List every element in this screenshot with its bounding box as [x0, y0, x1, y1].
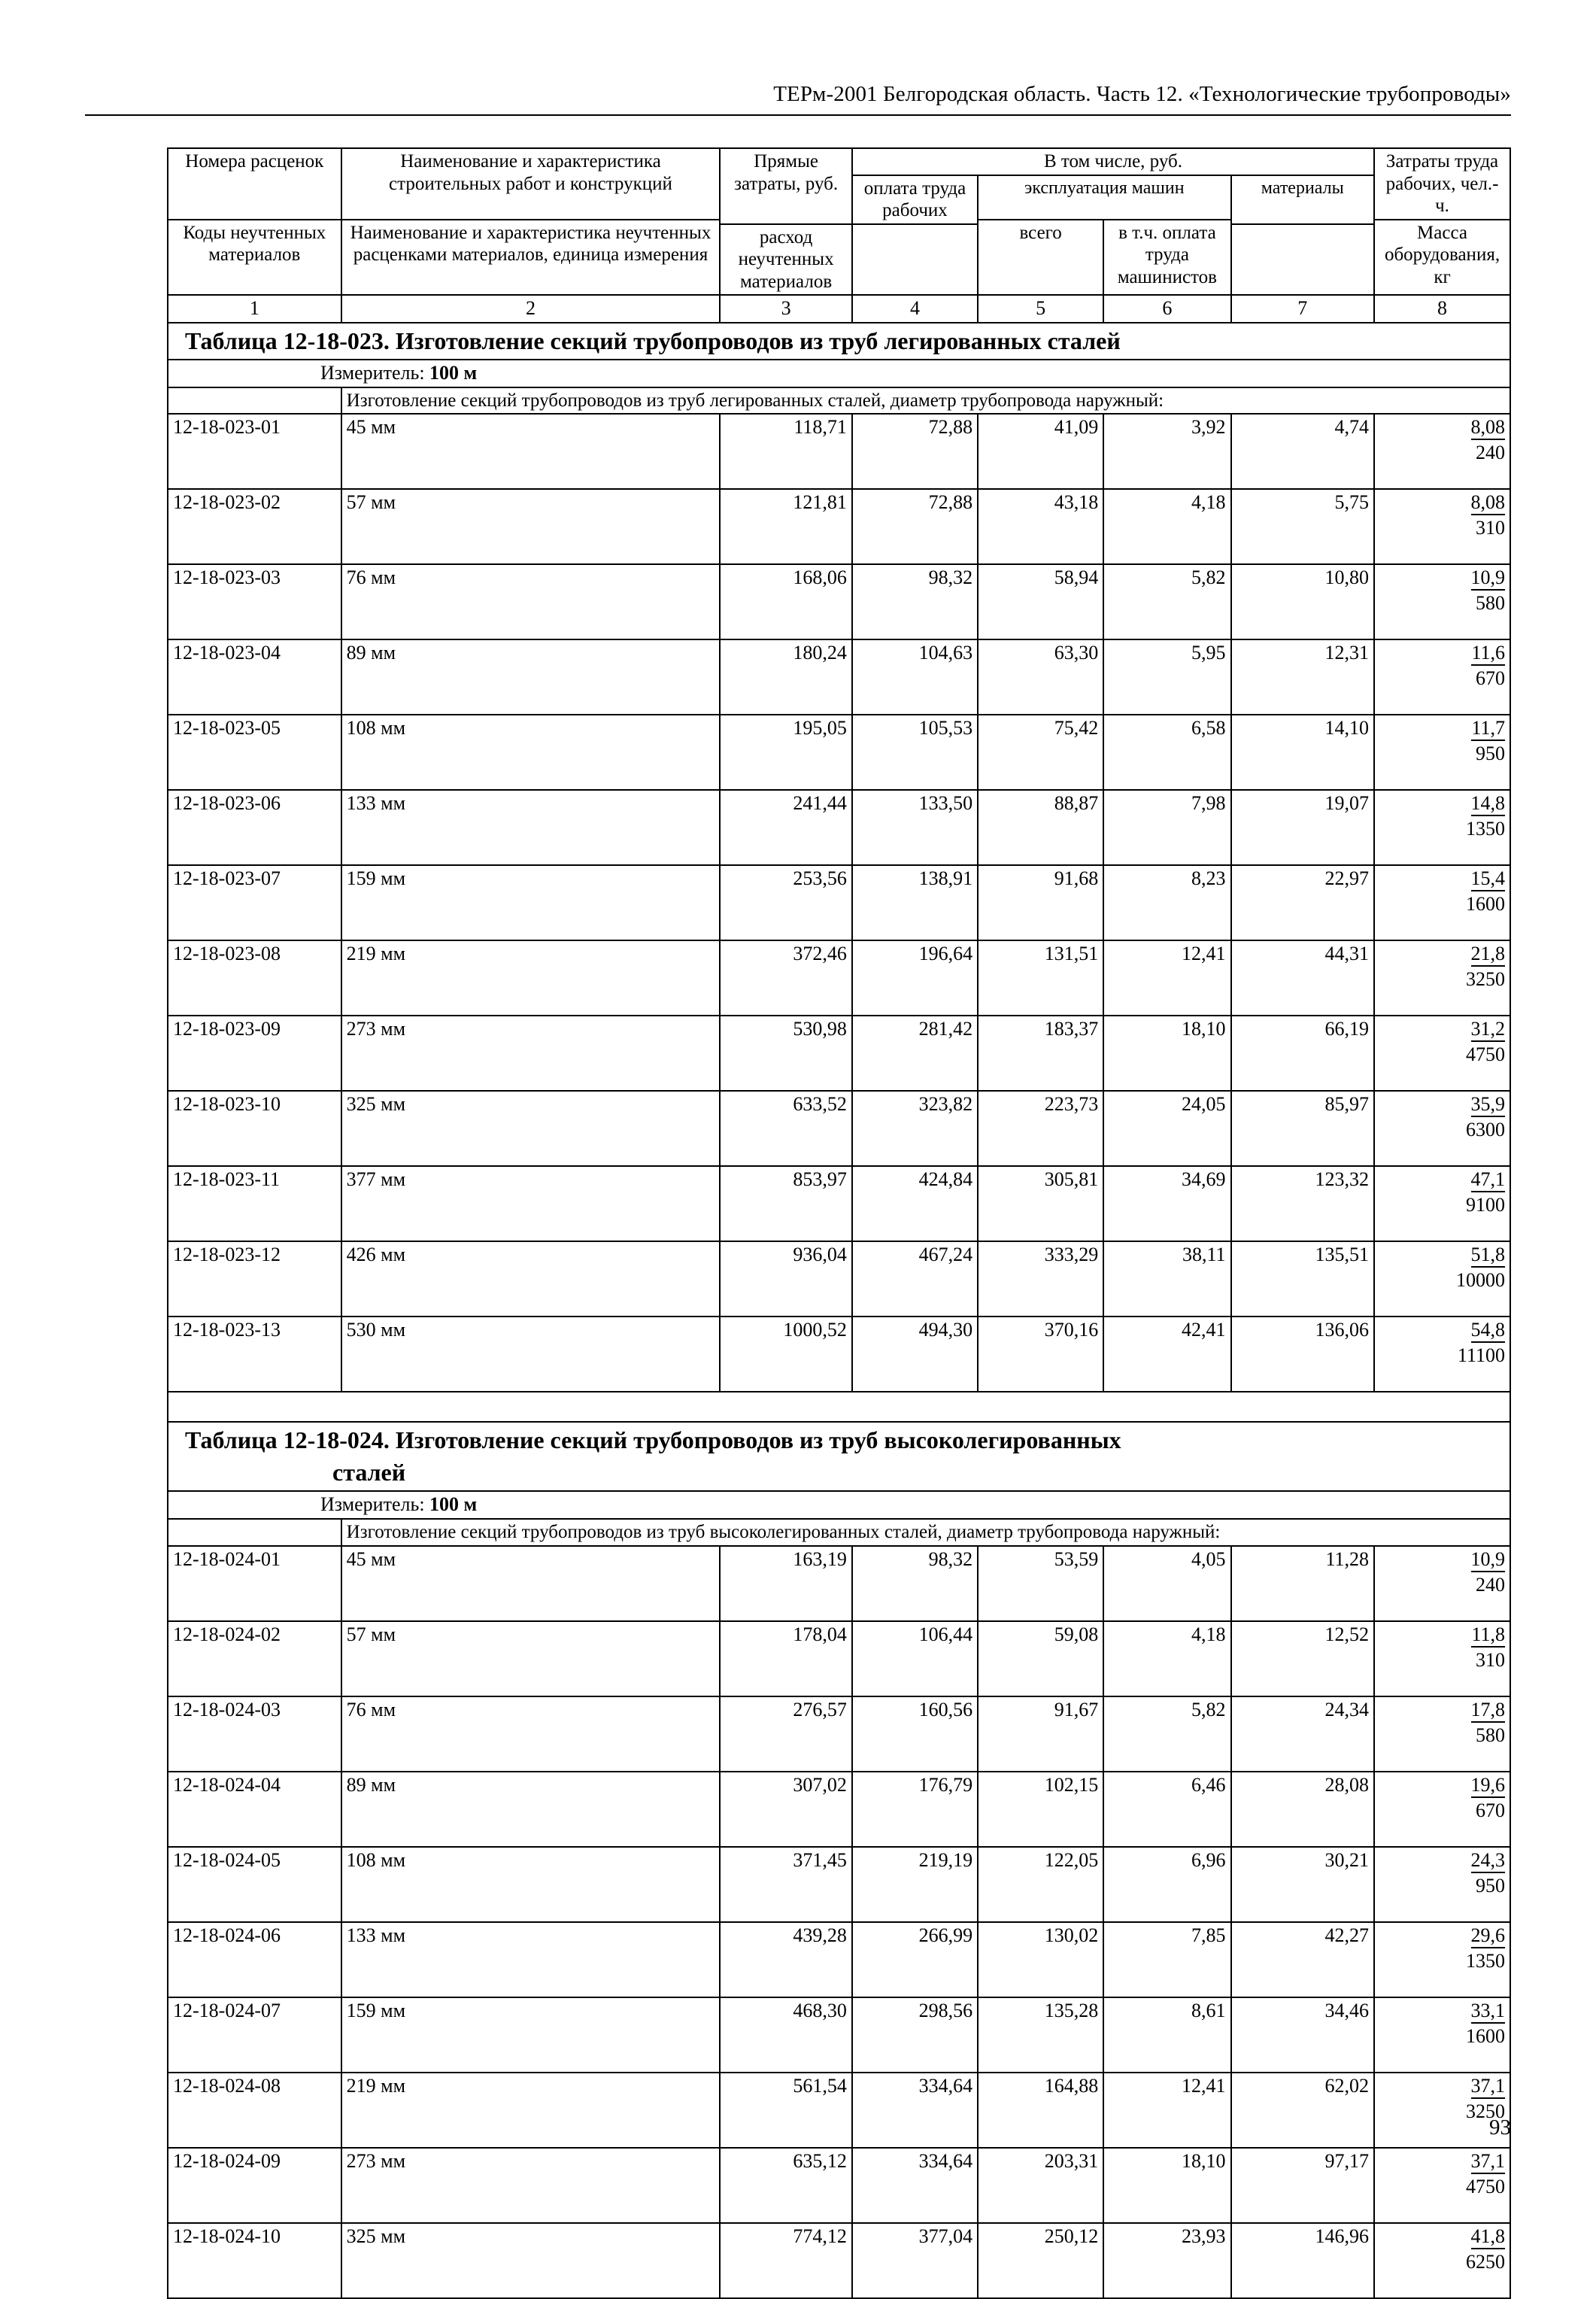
row-materials: 146,96 — [1231, 2223, 1375, 2298]
row-equipment-mass: 1350 — [1466, 1949, 1505, 1972]
row-materials: 135,51 — [1231, 1241, 1375, 1317]
row-code: 12-18-023-05 — [168, 715, 341, 790]
row-materials: 34,46 — [1231, 1997, 1375, 2073]
row-code: 12-18-023-01 — [168, 414, 341, 489]
section-header: Изготовление секций трубопроводов из труб легированных сталей, диаметр трубопровода наружный: — [341, 387, 1510, 415]
row-machines-total: 122,05 — [978, 1847, 1103, 1922]
row-labor-pay: 334,64 — [852, 2148, 978, 2223]
row-materials: 22,97 — [1231, 865, 1375, 940]
row-machinist-pay: 5,95 — [1103, 639, 1230, 715]
row-description: 89 мм — [341, 639, 721, 715]
row-equipment-mass: 950 — [1476, 743, 1505, 765]
table-row — [168, 564, 1510, 639]
table-title-row — [168, 323, 1510, 360]
row-materials: 14,10 — [1231, 715, 1375, 790]
row-labor-hours-mass — [1374, 1922, 1510, 1997]
col-number-4: 4 — [852, 295, 978, 323]
section-header-row — [168, 387, 1510, 415]
header-row-1 — [168, 148, 1510, 175]
section-header-row — [168, 1519, 1510, 1546]
row-machines-total: 43,18 — [978, 489, 1103, 564]
row-code: 12-18-024-04 — [168, 1772, 341, 1847]
table-row — [168, 414, 1510, 489]
row-code: 12-18-024-02 — [168, 1621, 341, 1696]
header-col2-top: Наименование и характеристика строительных работ и конструкций — [341, 148, 721, 220]
row-machinist-pay: 42,41 — [1103, 1317, 1230, 1392]
table-row — [168, 1847, 1510, 1922]
row-equipment-mass: 9100 — [1466, 1194, 1505, 1216]
row-machines-total: 53,59 — [978, 1546, 1103, 1621]
row-equipment-mass: 240 — [1476, 1573, 1505, 1596]
row-machinist-pay: 34,69 — [1103, 1166, 1230, 1241]
row-code: 12-18-023-09 — [168, 1016, 341, 1091]
row-equipment-mass: 6250 — [1466, 2250, 1505, 2273]
row-description: 219 мм — [341, 940, 721, 1016]
row-equipment-mass: 4750 — [1466, 2175, 1505, 2197]
row-description: 57 мм — [341, 1621, 721, 1696]
row-labor-hours-mass — [1374, 1166, 1510, 1241]
row-equipment-mass: 580 — [1476, 1723, 1505, 1746]
row-machines-total: 130,02 — [978, 1922, 1103, 1997]
row-labor-hours: 11,7 — [1471, 718, 1505, 741]
running-header: ТЕРм-2001 Белгородская область. Часть 12. «Технологические трубопроводы» — [773, 82, 1511, 106]
header-col1-top: Номера расценок — [168, 148, 341, 220]
row-machinist-pay: 5,82 — [1103, 564, 1230, 639]
col-number-2: 2 — [341, 295, 721, 323]
row-description: 76 мм — [341, 1696, 721, 1772]
row-labor-hours: 10,9 — [1471, 1549, 1506, 1572]
section-header: Изготовление секций трубопроводов из труб высоколегированных сталей, диаметр трубопровода наружный: — [341, 1519, 1510, 1546]
row-labor-hours-mass — [1374, 639, 1510, 715]
row-labor-hours: 8,08 — [1471, 417, 1506, 440]
row-labor-hours-mass — [1374, 1241, 1510, 1317]
row-materials: 12,31 — [1231, 639, 1375, 715]
row-machines-total: 183,37 — [978, 1016, 1103, 1091]
row-equipment-mass: 310 — [1476, 517, 1505, 539]
row-code: 12-18-023-02 — [168, 489, 341, 564]
row-direct-costs: 180,24 — [720, 639, 852, 715]
row-materials: 5,75 — [1231, 489, 1375, 564]
measure-line: Измеритель: 100 м — [320, 1493, 478, 1516]
row-labor-pay: 160,56 — [852, 1696, 978, 1772]
row-description: 273 мм — [341, 1016, 721, 1091]
table-row — [168, 1546, 1510, 1621]
row-labor-hours: 41,8 — [1471, 2226, 1506, 2249]
row-equipment-mass: 240 — [1476, 442, 1505, 464]
row-machines-total: 250,12 — [978, 2223, 1103, 2298]
row-labor-hours: 47,1 — [1471, 1169, 1506, 1192]
row-labor-pay: 104,63 — [852, 639, 978, 715]
row-direct-costs: 168,06 — [720, 564, 852, 639]
table-row — [168, 940, 1510, 1016]
table-row — [168, 1922, 1510, 1997]
row-labor-hours: 10,9 — [1471, 567, 1506, 591]
row-labor-hours-mass — [1374, 790, 1510, 865]
table-row — [168, 865, 1510, 940]
row-materials: 44,31 — [1231, 940, 1375, 1016]
measure-value: 100 м — [429, 361, 478, 384]
row-labor-pay: 72,88 — [852, 414, 978, 489]
section-header-spacer — [168, 387, 341, 415]
row-code: 12-18-023-12 — [168, 1241, 341, 1317]
row-labor-pay: 72,88 — [852, 489, 978, 564]
row-labor-hours-mass — [1374, 1997, 1510, 2073]
row-labor-pay: 494,30 — [852, 1317, 978, 1392]
row-machines-total: 75,42 — [978, 715, 1103, 790]
row-machinist-pay: 6,58 — [1103, 715, 1230, 790]
row-materials: 24,34 — [1231, 1696, 1375, 1772]
row-equipment-mass: 3250 — [1466, 968, 1505, 991]
row-code: 12-18-024-05 — [168, 1847, 341, 1922]
row-labor-pay: 323,82 — [852, 1091, 978, 1166]
table-row — [168, 1696, 1510, 1772]
row-materials: 85,97 — [1231, 1091, 1375, 1166]
row-direct-costs: 121,81 — [720, 489, 852, 564]
row-materials: 11,28 — [1231, 1546, 1375, 1621]
row-machinist-pay: 12,41 — [1103, 2073, 1230, 2148]
row-direct-costs: 936,04 — [720, 1241, 852, 1317]
row-direct-costs: 371,45 — [720, 1847, 852, 1922]
row-code: 12-18-023-10 — [168, 1091, 341, 1166]
row-machinist-pay: 8,23 — [1103, 865, 1230, 940]
row-equipment-mass: 3250 — [1466, 2100, 1505, 2122]
row-labor-hours-mass — [1374, 1091, 1510, 1166]
row-machinist-pay: 7,85 — [1103, 1922, 1230, 1997]
row-machinist-pay: 18,10 — [1103, 2148, 1230, 2223]
row-direct-costs: 178,04 — [720, 1621, 852, 1696]
row-labor-pay: 219,19 — [852, 1847, 978, 1922]
row-code: 12-18-024-03 — [168, 1696, 341, 1772]
row-labor-hours: 54,8 — [1471, 1320, 1506, 1343]
row-description: 133 мм — [341, 1922, 721, 1997]
row-labor-hours: 17,8 — [1471, 1699, 1506, 1723]
row-labor-hours: 37,1 — [1471, 2151, 1506, 2174]
row-labor-hours-mass — [1374, 2223, 1510, 2298]
table-measure-row — [168, 360, 1510, 387]
row-labor-pay: 467,24 — [852, 1241, 978, 1317]
row-equipment-mass: 10000 — [1456, 1269, 1505, 1292]
row-labor-hours: 35,9 — [1471, 1094, 1506, 1117]
row-materials: 4,74 — [1231, 414, 1375, 489]
row-materials: 66,19 — [1231, 1016, 1375, 1091]
row-direct-costs: 635,12 — [720, 2148, 852, 2223]
row-labor-hours-mass — [1374, 1317, 1510, 1392]
table-row — [168, 1997, 1510, 2073]
page-number: 93 — [1489, 2115, 1511, 2140]
table-row — [168, 639, 1510, 715]
row-labor-pay: 424,84 — [852, 1166, 978, 1241]
table-title-continuation: сталей — [332, 1459, 406, 1487]
table-row — [168, 1241, 1510, 1317]
row-description: 273 мм — [341, 2148, 721, 2223]
header-col2-bottom: Наименование и характеристика неучтенных расценками материалов, единица измерения — [341, 220, 721, 296]
row-machinist-pay: 4,18 — [1103, 489, 1230, 564]
row-labor-hours: 33,1 — [1471, 2000, 1506, 2024]
row-labor-hours-mass — [1374, 1696, 1510, 1772]
row-machines-total: 131,51 — [978, 940, 1103, 1016]
row-labor-hours-mass — [1374, 564, 1510, 639]
row-materials: 30,21 — [1231, 1847, 1375, 1922]
row-machinist-pay: 23,93 — [1103, 2223, 1230, 2298]
col-number-5: 5 — [978, 295, 1103, 323]
row-machinist-pay: 6,96 — [1103, 1847, 1230, 1922]
row-equipment-mass: 4750 — [1466, 1043, 1505, 1066]
row-code: 12-18-024-06 — [168, 1922, 341, 1997]
price-table — [167, 147, 1511, 2299]
row-materials: 10,80 — [1231, 564, 1375, 639]
row-machinist-pay: 4,05 — [1103, 1546, 1230, 1621]
row-materials: 97,17 — [1231, 2148, 1375, 2223]
header-col3: Прямые затраты, руб. — [720, 148, 852, 224]
header-group-machines: эксплуатация машин — [978, 175, 1230, 220]
row-machines-total: 102,15 — [978, 1772, 1103, 1847]
row-labor-hours-mass — [1374, 715, 1510, 790]
row-machines-total: 164,88 — [978, 2073, 1103, 2148]
row-description: 57 мм — [341, 489, 721, 564]
row-labor-hours: 8,08 — [1471, 492, 1506, 515]
row-equipment-mass: 670 — [1476, 667, 1505, 690]
row-labor-hours: 14,8 — [1471, 793, 1506, 816]
measure-line: Измеритель: 100 м — [320, 361, 478, 384]
row-labor-pay: 105,53 — [852, 715, 978, 790]
row-labor-hours-mass — [1374, 1016, 1510, 1091]
header-group-vtch: В том числе, руб. — [852, 148, 1374, 175]
row-labor-hours: 31,2 — [1471, 1019, 1506, 1042]
row-description: 325 мм — [341, 1091, 721, 1166]
row-labor-pay: 133,50 — [852, 790, 978, 865]
row-description: 530 мм — [341, 1317, 721, 1392]
row-description: 219 мм — [341, 2073, 721, 2148]
row-description: 159 мм — [341, 865, 721, 940]
row-description: 133 мм — [341, 790, 721, 865]
row-labor-hours-mass — [1374, 414, 1510, 489]
row-direct-costs: 195,05 — [720, 715, 852, 790]
col-number-6: 6 — [1103, 295, 1230, 323]
row-equipment-mass: 1600 — [1466, 2024, 1505, 2047]
row-materials: 62,02 — [1231, 2073, 1375, 2148]
row-description: 45 мм — [341, 414, 721, 489]
row-description: 377 мм — [341, 1166, 721, 1241]
header-group-materials: материалы — [1231, 175, 1375, 224]
row-direct-costs: 439,28 — [720, 1922, 852, 1997]
row-equipment-mass: 950 — [1476, 1874, 1505, 1897]
table-title: Таблица 12-18-023. Изготовление секций трубопроводов из труб легированных сталей — [185, 326, 1121, 354]
row-labor-hours: 21,8 — [1471, 943, 1506, 967]
header-col8-bottom: Масса оборудования, кг — [1374, 220, 1510, 296]
header-col7: расход неучтенных материалов — [720, 224, 852, 296]
row-materials: 123,32 — [1231, 1166, 1375, 1241]
row-labor-pay: 281,42 — [852, 1016, 978, 1091]
row-direct-costs: 774,12 — [720, 2223, 852, 2298]
row-labor-hours-mass — [1374, 865, 1510, 940]
row-direct-costs: 307,02 — [720, 1772, 852, 1847]
row-machines-total: 333,29 — [978, 1241, 1103, 1317]
row-description: 89 мм — [341, 1772, 721, 1847]
header-col1-bottom: Коды неучтенных материалов — [168, 220, 341, 296]
row-direct-costs: 253,56 — [720, 865, 852, 940]
row-code: 12-18-023-13 — [168, 1317, 341, 1392]
header-col6: в т.ч. оплата труда машинистов — [1103, 220, 1230, 296]
price-tables-sheet — [167, 147, 1511, 2299]
row-machinist-pay: 12,41 — [1103, 940, 1230, 1016]
header-col4: оплата труда рабочих — [852, 175, 978, 224]
table-row — [168, 1016, 1510, 1091]
table-row — [168, 790, 1510, 865]
row-direct-costs: 468,30 — [720, 1997, 852, 2073]
table-title-row — [168, 1422, 1510, 1491]
row-direct-costs: 163,19 — [720, 1546, 852, 1621]
row-labor-hours: 19,6 — [1471, 1775, 1506, 1798]
row-code: 12-18-024-08 — [168, 2073, 341, 2148]
row-code: 12-18-024-09 — [168, 2148, 341, 2223]
row-direct-costs: 561,54 — [720, 2073, 852, 2148]
row-labor-hours-mass — [1374, 1772, 1510, 1847]
table-row — [168, 715, 1510, 790]
row-direct-costs: 276,57 — [720, 1696, 852, 1772]
row-machinist-pay: 5,82 — [1103, 1696, 1230, 1772]
row-labor-hours: 29,6 — [1471, 1925, 1506, 1948]
row-machines-total: 91,67 — [978, 1696, 1103, 1772]
row-description: 76 мм — [341, 564, 721, 639]
row-labor-pay: 98,32 — [852, 1546, 978, 1621]
row-machinist-pay: 24,05 — [1103, 1091, 1230, 1166]
table-measure-row — [168, 1491, 1510, 1519]
row-machinist-pay: 3,92 — [1103, 414, 1230, 489]
row-labor-pay: 138,91 — [852, 865, 978, 940]
row-direct-costs: 530,98 — [720, 1016, 852, 1091]
row-equipment-mass: 670 — [1476, 1799, 1505, 1821]
row-equipment-mass: 1600 — [1466, 893, 1505, 916]
row-description: 426 мм — [341, 1241, 721, 1317]
row-direct-costs: 372,46 — [720, 940, 852, 1016]
row-equipment-mass: 6300 — [1466, 1119, 1505, 1141]
row-machines-total: 305,81 — [978, 1166, 1103, 1241]
row-machinist-pay: 4,18 — [1103, 1621, 1230, 1696]
row-machines-total: 63,30 — [978, 639, 1103, 715]
row-machines-total: 41,09 — [978, 414, 1103, 489]
header-col5: всего — [978, 220, 1103, 296]
row-code: 12-18-023-11 — [168, 1166, 341, 1241]
row-description: 108 мм — [341, 715, 721, 790]
header-col8-top: Затраты труда рабочих, чел.-ч. — [1374, 148, 1510, 220]
row-materials: 19,07 — [1231, 790, 1375, 865]
row-direct-costs: 853,97 — [720, 1166, 852, 1241]
table-row — [168, 1317, 1510, 1392]
row-machinist-pay: 18,10 — [1103, 1016, 1230, 1091]
row-description: 45 мм — [341, 1546, 721, 1621]
table-row — [168, 1166, 1510, 1241]
row-labor-hours-mass — [1374, 1546, 1510, 1621]
row-direct-costs: 1000,52 — [720, 1317, 852, 1392]
row-equipment-mass: 1350 — [1466, 818, 1505, 840]
row-labor-pay: 266,99 — [852, 1922, 978, 1997]
table-row — [168, 489, 1510, 564]
table-row — [168, 2223, 1510, 2298]
row-equipment-mass: 310 — [1476, 1648, 1505, 1671]
row-labor-pay: 98,32 — [852, 564, 978, 639]
row-equipment-mass: 11100 — [1457, 1344, 1505, 1367]
row-labor-hours-mass — [1374, 1847, 1510, 1922]
row-labor-hours-mass — [1374, 2148, 1510, 2223]
row-code: 12-18-023-04 — [168, 639, 341, 715]
row-description: 159 мм — [341, 1997, 721, 2073]
row-materials: 12,52 — [1231, 1621, 1375, 1696]
row-code: 12-18-023-07 — [168, 865, 341, 940]
row-labor-hours-mass — [1374, 1621, 1510, 1696]
row-description: 108 мм — [341, 1847, 721, 1922]
row-code: 12-18-024-01 — [168, 1546, 341, 1621]
row-direct-costs: 118,71 — [720, 414, 852, 489]
table-row — [168, 1772, 1510, 1847]
row-machines-total: 223,73 — [978, 1091, 1103, 1166]
row-materials: 136,06 — [1231, 1317, 1375, 1392]
row-machinist-pay: 8,61 — [1103, 1997, 1230, 2073]
row-machinist-pay: 6,46 — [1103, 1772, 1230, 1847]
row-labor-hours: 37,1 — [1471, 2076, 1506, 2099]
row-machines-total: 203,31 — [978, 2148, 1103, 2223]
row-materials: 28,08 — [1231, 1772, 1375, 1847]
col-number-7: 7 — [1231, 295, 1375, 323]
row-machines-total: 370,16 — [978, 1317, 1103, 1392]
table-row — [168, 1621, 1510, 1696]
row-labor-hours: 51,8 — [1471, 1244, 1506, 1268]
measure-value: 100 м — [429, 1493, 478, 1516]
row-machinist-pay: 7,98 — [1103, 790, 1230, 865]
row-materials: 42,27 — [1231, 1922, 1375, 1997]
row-description: 325 мм — [341, 2223, 721, 2298]
row-machinist-pay: 38,11 — [1103, 1241, 1230, 1317]
row-code: 12-18-023-06 — [168, 790, 341, 865]
row-labor-pay: 298,56 — [852, 1997, 978, 2073]
row-direct-costs: 241,44 — [720, 790, 852, 865]
row-code: 12-18-023-03 — [168, 564, 341, 639]
col-number-1: 1 — [168, 295, 341, 323]
row-labor-hours: 11,8 — [1471, 1624, 1505, 1648]
row-direct-costs: 633,52 — [720, 1091, 852, 1166]
row-labor-hours-mass — [1374, 489, 1510, 564]
row-labor-pay: 334,64 — [852, 2073, 978, 2148]
row-machines-total: 59,08 — [978, 1621, 1103, 1696]
row-labor-hours: 15,4 — [1471, 868, 1506, 891]
row-labor-pay: 377,04 — [852, 2223, 978, 2298]
row-code: 12-18-023-08 — [168, 940, 341, 1016]
row-machines-total: 58,94 — [978, 564, 1103, 639]
row-labor-pay: 106,44 — [852, 1621, 978, 1696]
row-code: 12-18-024-10 — [168, 2223, 341, 2298]
row-machines-total: 91,68 — [978, 865, 1103, 940]
table-row — [168, 1091, 1510, 1166]
section-header-spacer — [168, 1519, 341, 1546]
row-machines-total: 88,87 — [978, 790, 1103, 865]
table-title: Таблица 12-18-024. Изготовление секций трубопроводов из труб высоколегированных сталей — [173, 1424, 1505, 1489]
table-spacer — [168, 1392, 1510, 1422]
table-row — [168, 2148, 1510, 2223]
row-labor-hours: 11,6 — [1471, 642, 1505, 666]
col-number-8: 8 — [1374, 295, 1510, 323]
row-machines-total: 135,28 — [978, 1997, 1103, 2073]
header-number-row — [168, 295, 1510, 323]
row-code: 12-18-024-07 — [168, 1997, 341, 2073]
header-rule — [85, 114, 1511, 116]
row-labor-hours: 24,3 — [1471, 1850, 1506, 1873]
row-equipment-mass: 580 — [1476, 592, 1505, 615]
row-labor-pay: 176,79 — [852, 1772, 978, 1847]
col-number-3: 3 — [720, 295, 852, 323]
row-labor-hours-mass — [1374, 940, 1510, 1016]
row-labor-pay: 196,64 — [852, 940, 978, 1016]
